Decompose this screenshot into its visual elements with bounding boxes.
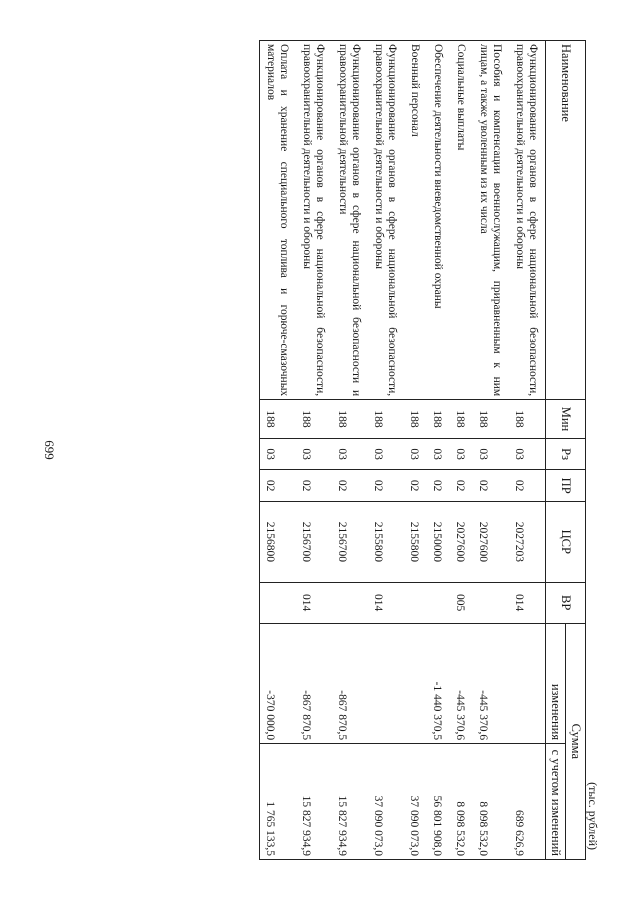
cell-vr [260, 582, 297, 623]
cell-change [509, 623, 546, 744]
cell-pr: 02 [450, 470, 473, 502]
cell-pr: 02 [260, 470, 297, 502]
cell-name: Обеспечение деятельности вневедомственной охраны [427, 41, 450, 400]
cell-vr: 005 [450, 582, 473, 623]
cell-min: 188 [427, 400, 450, 439]
cell-name: Пособия и компенсации военнослужащим, приравненным к ним лицам, а также уволенным из их числа [473, 41, 509, 400]
page-number: 699 [42, 440, 57, 460]
cell-pr: 02 [427, 470, 450, 502]
cell-rz: 03 [332, 438, 368, 470]
cell-name: Функционирование органов в сфере национальной безопасности, правоохранительной деятельности и обороны [368, 41, 404, 400]
cell-change: -867 870,5 [332, 623, 368, 744]
header-rz: Рз [546, 438, 586, 470]
cell-csr: 2155800 [368, 501, 404, 582]
cell-vr: 014 [509, 582, 546, 623]
cell-rz: 03 [427, 438, 450, 470]
cell-name: Оплата и хранение специального топлива и горюче-смазочных материалов [260, 41, 297, 400]
header-changes: изменения [546, 623, 566, 744]
cell-total: 37 090 073,0 [404, 744, 427, 860]
cell-pr: 02 [404, 470, 427, 502]
cell-total: 8 098 532,0 [473, 744, 509, 860]
cell-min: 188 [473, 400, 509, 439]
cell-pr: 02 [473, 470, 509, 502]
cell-min: 188 [450, 400, 473, 439]
cell-vr: 014 [368, 582, 404, 623]
cell-vr [404, 582, 427, 623]
cell-pr: 02 [509, 470, 546, 502]
cell-csr: 2156800 [260, 501, 297, 582]
cell-csr: 2027600 [450, 501, 473, 582]
header-vr: ВР [546, 582, 586, 623]
table-header [546, 41, 586, 860]
cell-vr [473, 582, 509, 623]
header-sum: Сумма [566, 623, 586, 859]
table-row [332, 41, 368, 860]
header-pr: ПР [546, 470, 586, 502]
units-note: (тыс. рублей) [586, 782, 600, 850]
table-row [450, 41, 473, 860]
cell-min: 188 [509, 400, 546, 439]
cell-total: 15 827 934,9 [296, 744, 332, 860]
cell-name: Функционирование органов в сфере национальной безопасности, правоохранительной деятельности и обороны [509, 41, 546, 400]
table-row [427, 41, 450, 860]
cell-name: Функционирование органов в сфере национальной безопасности и правоохранительной деятельности [332, 41, 368, 400]
table-row [404, 41, 427, 860]
cell-name: Военный персонал [404, 41, 427, 400]
cell-change: -867 870,5 [296, 623, 332, 744]
table-row [509, 41, 546, 860]
cell-vr [427, 582, 450, 623]
cell-vr [332, 582, 368, 623]
cell-rz: 03 [404, 438, 427, 470]
cell-total: 37 090 073,0 [368, 744, 404, 860]
cell-min: 188 [404, 400, 427, 439]
cell-min: 188 [332, 400, 368, 439]
cell-change: -445 370,6 [473, 623, 509, 744]
cell-change [368, 623, 404, 744]
table-body [260, 41, 546, 860]
header-min: Мин [546, 400, 586, 439]
cell-total: 15 827 934,9 [332, 744, 368, 860]
cell-name: Функционирование органов в сфере национальной безопасности, правоохранительной деятельности и обороны [296, 41, 332, 400]
cell-change [404, 623, 427, 744]
cell-csr: 2156700 [296, 501, 332, 582]
rotated-table-block [70, 40, 600, 860]
cell-rz: 03 [509, 438, 546, 470]
header-name: Наименование [546, 41, 586, 400]
table-row [296, 41, 332, 860]
cell-change: -445 370,6 [450, 623, 473, 744]
table-row [368, 41, 404, 860]
cell-csr: 2027600 [473, 501, 509, 582]
cell-min: 188 [368, 400, 404, 439]
cell-rz: 03 [368, 438, 404, 470]
budget-table [259, 40, 586, 860]
cell-csr: 2155800 [404, 501, 427, 582]
cell-total: 1 765 133,5 [260, 744, 297, 860]
cell-total: 8 098 532,0 [450, 744, 473, 860]
cell-total: 56 801 908,0 [427, 744, 450, 860]
cell-pr: 02 [332, 470, 368, 502]
header-csr: ЦСР [546, 501, 586, 582]
cell-csr: 2027203 [509, 501, 546, 582]
cell-change: -1 440 370,5 [427, 623, 450, 744]
cell-min: 188 [296, 400, 332, 439]
cell-csr: 2156700 [332, 501, 368, 582]
cell-min: 188 [260, 400, 297, 439]
cell-vr: 014 [296, 582, 332, 623]
table-row [473, 41, 509, 860]
cell-rz: 03 [260, 438, 297, 470]
cell-pr: 02 [296, 470, 332, 502]
cell-csr: 2150000 [427, 501, 450, 582]
cell-rz: 03 [473, 438, 509, 470]
cell-change: -370 000,0 [260, 623, 297, 744]
header-with-changes: с учетом изменений [546, 744, 566, 860]
cell-rz: 03 [450, 438, 473, 470]
table-row [260, 41, 297, 860]
cell-pr: 02 [368, 470, 404, 502]
cell-name: Социальные выплаты [450, 41, 473, 400]
cell-total: 689 626,9 [509, 744, 546, 860]
cell-rz: 03 [296, 438, 332, 470]
